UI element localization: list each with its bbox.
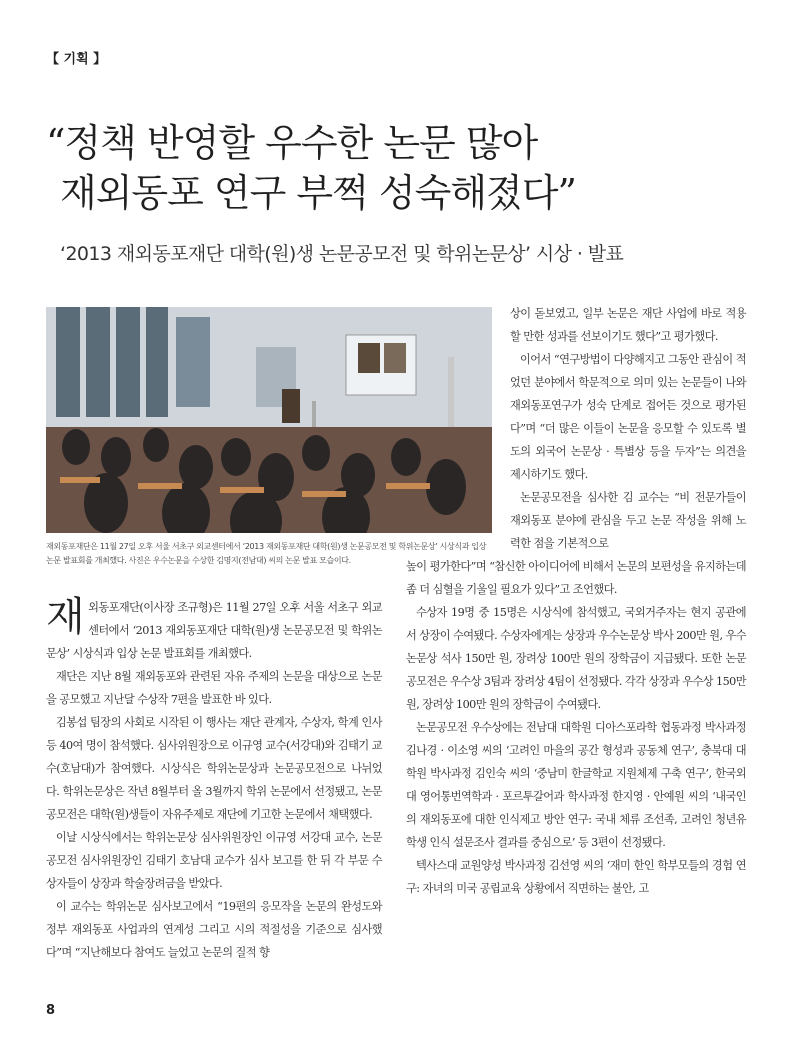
article-paragraph: 이 교수는 학위논문 심사보고에서 “19편의 응모작을 논문의 완성도와 정부 재외동포 사업과의 연계성 그리고 시의 적절성을 기준으로 심사했다”며 “지난해보다 참여도 늘었고 논문의 질적 향 — [46, 900, 382, 959]
section-tag: 【 기획 】 — [46, 52, 107, 67]
article-paragraph: 상이 돋보였고, 일부 논문은 재단 사업에 바로 적용할 만한 성과를 선보이기도 했다”고 평가했다. — [510, 307, 746, 343]
article-paragraph: 높이 평가한다”며 “참신한 아이디어에 비해서 논문의 보편성을 유지하는데 좀 더 심혈을 기울일 필요가 있다”고 조언했다. — [406, 560, 746, 596]
page-number: 8 — [46, 1003, 56, 1018]
article-paragraph: 재단은 지난 8월 재외동포와 관련된 자유 주제의 논문을 대상으로 논문을 공모했고 지난달 수상작 7편을 발표한 바 있다. — [46, 670, 382, 706]
article-paragraph: 논문공모전 우수상에는 전남대 대학원 디아스포라학 협동과정 박사과정 김나경 · 이소영 씨의 ‘고려인 마을의 공간 형성과 공동체 연구’, 충북대 대학원 박사과정 김인숙 씨의 ‘중남미 한글학교 지원체제 구축 연구’, 한국외대 영어통번역학과 · 포르투갈어과 학사과정 한지영 · 안예원 씨의 ‘내국인의 재외동포에 대한 인식제고 방안 연구: 국내 체류 조선족, 고려인 청년유학생 인식 설문조사 결과를 중심으로’ 등 3편이 선정됐다. — [406, 721, 746, 849]
article-paragraph: 재외동포재단(이사장 조규형)은 11월 27일 오후 서울 서초구 외교센터에서 ‘2013 재외동포재단 대학(원)생 논문공모전 및 학위논문상’ 시상식과 입상 논문 발표회를 개최했다. — [46, 594, 382, 660]
dropcap: 재 — [46, 594, 85, 640]
article-paragraph: 수상자 19명 중 15명은 시상식에 참석했고, 국외거주자는 현지 공관에서 상장이 수여됐다. 수상자에게는 상장과 우수논문상 박사 200만 원, 우수논문상 석사 150만 원, 장려상 100만 원의 장학금이 지급됐다. 또한 논문공모전은 우수상 3팀과 장려상 4팀이 선정됐다. 각각 상장과 우수상 150만 원, 장려상 100만 원의 장학금이 수여됐다. — [406, 606, 746, 711]
subtitle: ‘2013 재외동포재단 대학(원)생 논문공모전 및 학위논문상’ 시상 · 발표 — [60, 243, 624, 265]
headline — [46, 118, 766, 218]
article-right-column — [406, 302, 746, 900]
headline-line-2: 재외동포 연구 부쩍 성숙해졌다” — [60, 171, 576, 215]
article-paragraph: 이날 시상식에서는 학위논문상 심사위원장인 이규영 서강대 교수, 논문공모전 심사위원장인 김태기 호남대 교수가 심사 보고를 한 뒤 각 부문 수상자들이 상장과 학술장려금을 받았다. — [46, 831, 382, 890]
article-paragraph: 텍사스대 교원양성 박사과정 김선영 씨의 ‘재미 한인 학부모들의 경험 연구: 자녀의 미국 공립교육 상황에서 직면하는 불안, 고 — [406, 859, 746, 895]
article-right-top — [510, 302, 746, 555]
article-paragraph: 이어서 “연구방법이 다양해지고 그동안 관심이 적었던 분야에서 학문적으로 의미 있는 논문들이 나와 재외동포연구가 성숙 단계로 접어든 것으로 평가된다”며 “더 많은 이들이 논문을 응모할 수 있도록 별도의 외국어 논문상 · 특별상 등을 두자”는 의견을 제시하기도 했다. — [510, 353, 746, 481]
photo-caption: 재외동포재단은 11월 27일 오후 서울 서초구 외교센터에서 ‘2013 재외동포재단 대학(원)생 논문공모전 및 학위논문상’ 시상식과 입상 논문 발표회를 개최했다. 사진은 우수논문을 수상한 김명지(전남대) 씨의 논문 발표 모습이다. — [46, 542, 487, 565]
article-left-column — [46, 596, 382, 964]
article-paragraph: 김봉섭 팀장의 사회로 시작된 이 행사는 재단 관계자, 수상자, 학계 인사 등 40여 명이 참석했다. 심사위원장으로 이규영 교수(서강대)와 김태기 교수(호남대)가 참여했다. 시상식은 학위논문상과 논문공모전으로 나뉘었다. 학위논문상은 작년 8월부터 올 3월까지 학위 논문에서 선정됐고, 논문공모전은 대학(원)생들이 자유주제로 재단에 기고한 논문에서 채택했다. — [46, 716, 382, 821]
headline-line-1: “정책 반영할 우수한 논문 많아 — [46, 121, 538, 165]
article-paragraph: 논문공모전을 심사한 김 교수는 “비 전문가들이 재외동포 분야에 관심을 두고 논문 작성을 위해 노력한 점을 기본적으로 — [510, 491, 746, 550]
